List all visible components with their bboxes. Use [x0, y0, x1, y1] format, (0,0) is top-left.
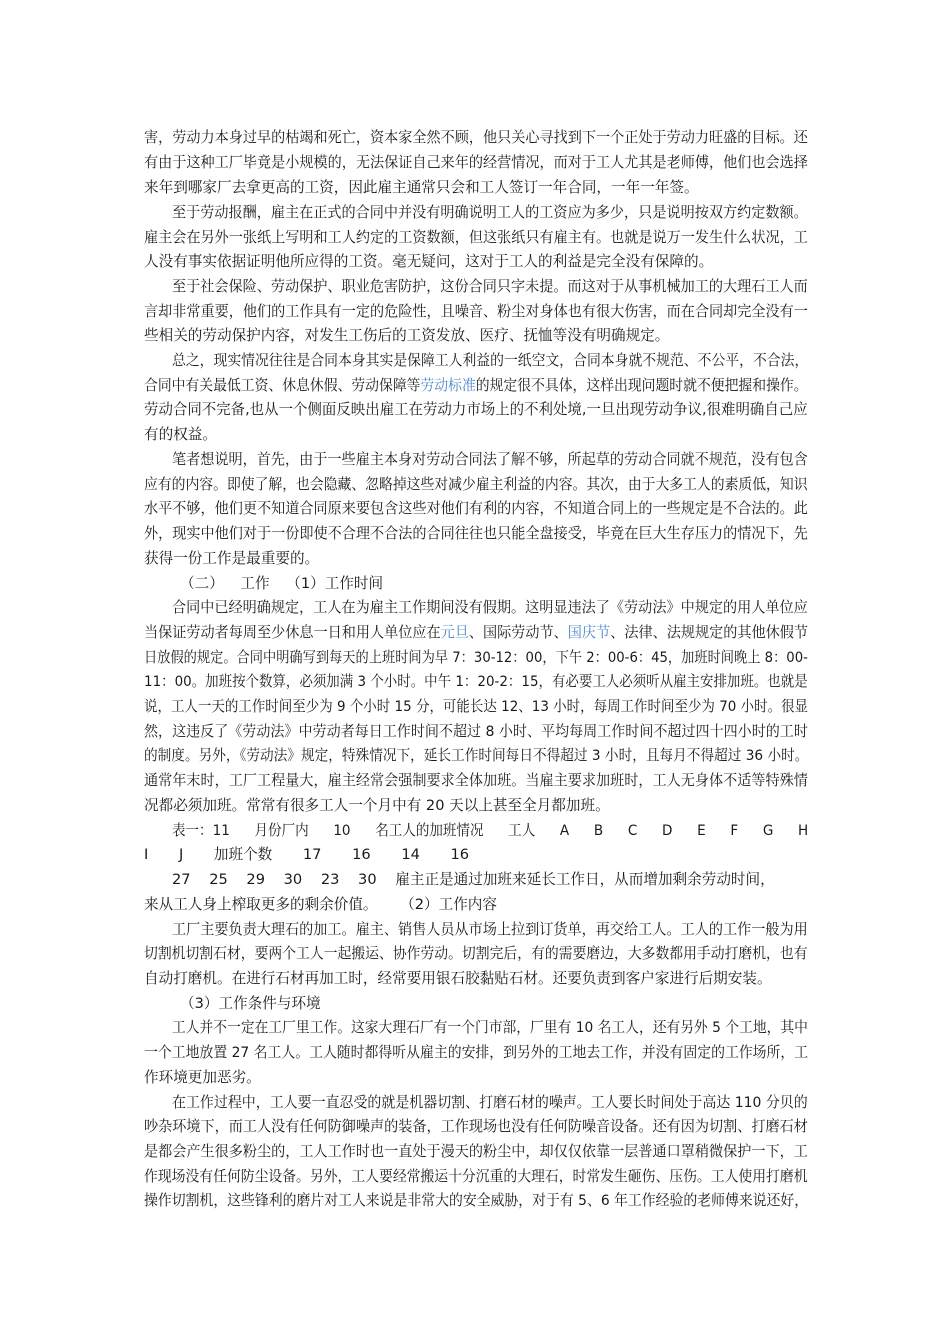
text-span: 有的权益。	[144, 426, 217, 443]
text-line	[144, 944, 808, 964]
text-line	[172, 203, 808, 223]
text-line	[144, 648, 808, 668]
text-span: 笔者想说明，首先，由于一些雇主本身对劳动合同法了解不够，所起草的劳动合同就不规范，没有包含	[172, 451, 808, 468]
heading-text: （3）工作条件与环境	[180, 995, 321, 1012]
text-line	[144, 326, 669, 346]
text-span: 在工作过程中，工人要一直忍受的就是机器切割、打磨石材的噪声。工人要长时间处于高达 110 分贝的	[172, 1094, 808, 1111]
text-line	[144, 302, 808, 322]
text-line	[144, 969, 772, 989]
text-line	[144, 128, 808, 148]
text-span: 11：00。加班按个数算，必须加满 3 个小时。中午 1：20-2：15，有必要工人必须听从雇主安排加班。也就是	[144, 673, 808, 690]
text-line	[144, 1167, 808, 1187]
text-line	[172, 1093, 808, 1113]
text-line	[144, 1191, 808, 1211]
text-line	[144, 376, 808, 396]
text-span: 人没有事实依据证明他所应得的工资。毫无疑问，这对于工人的利益是完全没有保障的。	[144, 253, 714, 270]
text-span: 然，这违反了《劳动法》中劳动者每日工作时间不超过 8 小时、平均每周工作时间不超过四十四小时的工时	[144, 723, 808, 740]
text-span: 当保证劳动者每周至少休息一日和用人单位应在	[144, 624, 441, 641]
text-line	[144, 1117, 808, 1137]
text-span: 工人并不一定在工厂里工作。这家大理石厂有一个门市部，厂里有 10 名工人，还有另外 5 个工地，其中	[172, 1019, 808, 1036]
heading-text: （二） 工作 （1）工作时间	[180, 575, 384, 592]
text-span: 合同中有关最低工资、休息休假、劳动保障等	[144, 377, 421, 394]
text-line	[144, 746, 808, 766]
text-span: 应有的内容。即使了解，也会隐藏、忽略掉这些对减少雇主利益的内容。其次，由于大多工人的素质低，知识	[144, 476, 808, 493]
table-line	[172, 821, 808, 841]
text-line	[172, 598, 808, 618]
link-national-day[interactable]: 国庆节	[567, 624, 611, 641]
text-line	[144, 1043, 808, 1063]
text-line	[144, 252, 713, 272]
text-span: 切割机切割石材，要两个工人一起搬运、协作劳动。切割完后，有的需要磨边，大多数都用手动打磨机，也有	[144, 945, 808, 962]
text-line	[144, 400, 808, 420]
link-new-year[interactable]: 元旦	[440, 624, 469, 641]
link-labor-standards[interactable]: 劳动标准	[420, 377, 476, 394]
text-span: 害，劳动力本身过早的枯竭和死亡，资本家全然不顾，他只关心寻找到下一个正处于劳动力旺盛的目标。还	[144, 129, 808, 146]
text-line	[144, 524, 808, 544]
text-span: 是都会产生很多粉尘的，工人工作时也一直处于漫天的粉尘中，却仅仅依靠一层普通口罩稍微保护一下，工	[144, 1143, 808, 1160]
text-span: 工厂主要负责大理石的加工。雇主、销售人员从市场上拉到订货单，再交给工人。工人的工作一般为用	[172, 921, 808, 938]
text-line	[144, 178, 699, 198]
text-span: 言却非常重要，他们的工作具有一定的危险性，且噪音、粉尘对身体也有很大伤害，而在合同却完全没有一	[144, 303, 808, 320]
text-line	[172, 351, 808, 371]
text-span: 外，现实中他们对于一份即使不合理不合法的合同往往也只能全盘接受，毕竟在巨大生存压力的情况下，先	[144, 525, 808, 542]
text-span: 通常年末时，工厂工程量大，雇主经常会强制要求全体加班。当雇主要求加班时，工人无身体不适等特殊情	[144, 772, 808, 789]
text-line	[144, 1142, 808, 1162]
text-line	[144, 672, 808, 692]
text-line	[144, 499, 808, 519]
text-span: 自动打磨机。在进行石材再加工时，经常要用银石胶黏贴石材。还要负责到客户家进行后期安装。	[144, 970, 772, 987]
section-heading	[180, 574, 383, 594]
text-span: 作现场没有任何防尘设备。另外，工人要经常搬运十分沉重的大理石，时常发生砸伤、压伤。工人使用打磨机	[144, 1168, 808, 1185]
table-text: 表一：11 月份厂内 10 名工人的加班情况 工人 A B C D E F G H	[172, 822, 809, 839]
text-line	[172, 1018, 808, 1038]
text-line	[144, 771, 808, 791]
text-line	[172, 277, 808, 297]
text-line	[172, 920, 808, 940]
text-span: 操作切割机，这些锋利的磨片对工人来说是非常大的安全威胁，对于有 5、6 年工作经验的老师傅来说还好，	[144, 1192, 809, 1209]
text-span: 些相关的劳动保护内容，对发生工伤后的工资发放、医疗、抚恤等没有明确规定。	[144, 327, 670, 344]
table-text: I J 加班个数 17 16 14 16	[144, 846, 470, 863]
text-span: 日放假的规定。合同中明确写到每天的上班时间为早 7：30-12：00，下午 2：00-6：45，加班时间晚上 8：00-	[144, 649, 808, 666]
table-text: 27 25 29 30 23 30 雇主正是通过加班来延长工作日，从而增加剩余劳动时间，	[172, 871, 775, 888]
text-span: 获得一份工作是最重要的。	[144, 550, 320, 567]
subheading	[180, 994, 321, 1014]
text-span: 总之，现实情况往往是合同本身其实是保障工人利益的一纸空文，合同本身就不规范、不公平，不合法，	[172, 352, 809, 369]
text-span: 劳动合同不完备,也从一个侧面反映出雇工在劳动力市场上的不利处境,一旦出现劳动争议,很难明确自己应	[144, 401, 808, 418]
text-span: 况都必须加班。常常有很多工人一个月中有 20 天以上甚至全月都加班。	[144, 797, 610, 814]
text-line	[144, 425, 217, 445]
text-line	[172, 450, 808, 470]
text-span: 、法律、法规规定的其他休假节	[610, 624, 808, 641]
text-span: 、国际劳动节、	[468, 624, 568, 641]
text-span: 至于社会保险、劳动保护、职业危害防护，这份合同只字未提。而这对于从事机械加工的大理石工人而	[172, 278, 808, 295]
text-span: 至于劳动报酬，雇主在正式的合同中并没有明确说明工人的工资应为多少，只是说明按双方约定数额。	[172, 204, 808, 221]
text-span: 一个工地放置 27 名工人。工人随时都得听从雇主的安排，到另外的工地去工作，并没有固定的工作场所，工	[144, 1044, 809, 1061]
text-span: 合同中已经明确规定，工人在为雇主工作期间没有假期。这明显违法了《劳动法》中规定的用人单位应	[172, 599, 808, 616]
text-line	[144, 228, 808, 248]
text-span: 吵杂环境下，而工人没有任何防御噪声的装备，工作现场也没有任何防噪音设备。还有因为切割、打磨石材	[144, 1118, 808, 1135]
text-line	[144, 895, 497, 915]
text-line	[144, 623, 808, 643]
text-line	[144, 1068, 261, 1088]
text-span: 作环境更加恶劣。	[144, 1069, 261, 1086]
table-line	[144, 845, 469, 865]
text-line	[144, 475, 808, 495]
text-span: 的制度。另外，《劳动法》规定，特殊情况下，延长工作时间每日不得超过 3 小时，且每月不得超过 36 小时。	[144, 747, 809, 764]
text-line	[144, 722, 808, 742]
text-line	[144, 153, 808, 173]
text-span: 有由于这种工厂毕竟是小规模的，无法保证自己来年的经营情况，而对于工人尤其是老师傅，他们也会选择	[144, 154, 808, 171]
text-span: 说，工人一天的工作时间至少为 9 个小时 15 分，可能长达 12、13 小时，每周工作时间至少为 70 小时。很显	[144, 698, 809, 715]
table-line	[172, 870, 775, 890]
text-line	[144, 697, 808, 717]
text-span: 雇主会在另外一张纸上写明和工人约定的工资数额，但这张纸只有雇主有。也就是说万一发生什么状况，工	[144, 229, 808, 246]
text-line	[144, 796, 610, 816]
text-line	[144, 549, 319, 569]
text-span: 来从工人身上榨取更多的剩余价值。 （2）工作内容	[144, 896, 497, 913]
text-span: 水平不够，他们更不知道合同原来要包含这些对他们有利的内容，不知道合同上的一些规定是不合法的。此	[144, 500, 808, 517]
text-span: 来年到哪家厂去拿更高的工资，因此雇主通常只会和工人签订一年合同，一年一年签。	[144, 179, 699, 196]
text-span: 的规定很不具体，这样出现问题时就不便把握和操作。	[475, 377, 808, 394]
